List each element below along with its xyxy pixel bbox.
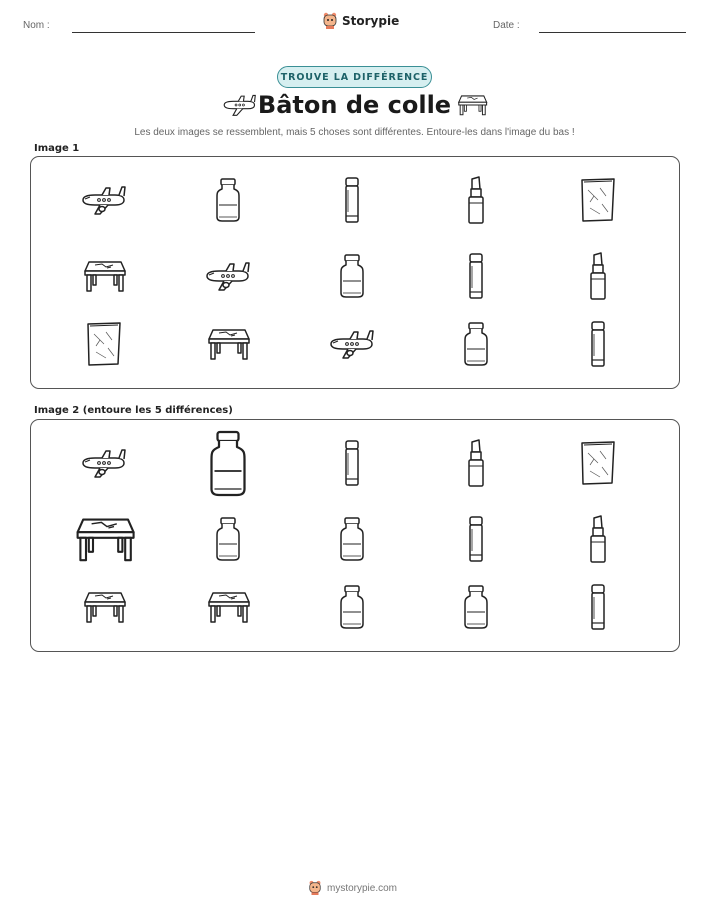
table-icon: [81, 589, 127, 625]
lipstick-icon: [588, 251, 608, 301]
grid-cell[interactable]: [533, 428, 663, 498]
grid-cell[interactable]: [163, 428, 293, 498]
grid-cell[interactable]: [163, 572, 293, 642]
name-label: Nom :: [23, 20, 50, 31]
jar-icon: [338, 516, 366, 562]
lipstick-icon: [588, 514, 608, 564]
jar-icon: [462, 584, 490, 630]
footer: [308, 880, 397, 896]
grid-cell[interactable]: [39, 504, 169, 574]
airplane-icon: [80, 184, 128, 216]
glue-stick-icon: [343, 439, 361, 487]
grid-cell[interactable]: [39, 165, 169, 235]
plastic-bag-icon: [84, 320, 124, 368]
table-icon: [456, 93, 488, 117]
date-label: Date :: [493, 20, 520, 31]
brand: [322, 12, 399, 30]
storypie-logo-icon: [322, 12, 338, 30]
grid-cell[interactable]: [411, 572, 541, 642]
airplane-icon: [328, 328, 376, 360]
grid-cell[interactable]: [533, 309, 663, 379]
image1-panel[interactable]: [30, 156, 680, 389]
grid-cell[interactable]: [287, 165, 417, 235]
airplane-icon: [204, 260, 252, 292]
plastic-bag-icon: [578, 176, 618, 224]
grid-cell[interactable]: [163, 241, 293, 311]
grid-cell[interactable]: [163, 165, 293, 235]
grid-cell[interactable]: [39, 241, 169, 311]
table-icon: [72, 514, 136, 564]
glue-stick-icon: [467, 515, 485, 563]
lipstick-icon: [466, 438, 486, 488]
instructions: Les deux images se ressemblent, mais 5 choses sont différentes. Entoure-les dans l'image du bas !: [134, 127, 575, 138]
worksheet-title: Bâton de colle: [257, 91, 452, 119]
jar-icon: [338, 253, 366, 299]
grid-cell[interactable]: [39, 572, 169, 642]
brand-name: Storypie: [342, 14, 400, 28]
airplane-icon: [80, 447, 128, 479]
lipstick-icon: [466, 175, 486, 225]
table-icon: [205, 326, 251, 362]
grid-cell[interactable]: [287, 309, 417, 379]
jar-icon: [214, 516, 242, 562]
jar-icon: [338, 584, 366, 630]
grid-cell[interactable]: [287, 241, 417, 311]
storypie-logo-icon: [308, 880, 322, 896]
grid-cell[interactable]: [411, 428, 541, 498]
grid-cell[interactable]: [533, 241, 663, 311]
grid-cell[interactable]: [533, 165, 663, 235]
glue-stick-icon: [343, 176, 361, 224]
table-icon: [81, 258, 127, 294]
glue-stick-icon: [589, 320, 607, 368]
plastic-bag-icon: [578, 439, 618, 487]
image2-label: Image 2 (entoure les 5 différences): [34, 405, 233, 416]
grid-cell[interactable]: [411, 241, 541, 311]
grid-cell[interactable]: [287, 504, 417, 574]
grid-cell[interactable]: [533, 504, 663, 574]
grid-cell[interactable]: [287, 428, 417, 498]
grid-cell[interactable]: [411, 309, 541, 379]
image2-panel[interactable]: [30, 419, 680, 652]
glue-stick-icon: [589, 583, 607, 631]
grid-cell[interactable]: [39, 428, 169, 498]
grid-cell[interactable]: [287, 572, 417, 642]
image1-label: Image 1: [34, 143, 80, 154]
activity-badge: TROUVE LA DIFFÉRENCE: [277, 66, 432, 88]
grid-cell[interactable]: [163, 504, 293, 574]
grid-cell[interactable]: [411, 504, 541, 574]
jar-icon: [462, 321, 490, 367]
glue-stick-icon: [467, 252, 485, 300]
grid-cell[interactable]: [533, 572, 663, 642]
name-line[interactable]: [72, 32, 255, 33]
grid-cell[interactable]: [411, 165, 541, 235]
jar-icon: [207, 429, 249, 498]
date-line[interactable]: [539, 32, 686, 33]
footer-url[interactable]: mystorypie.com: [327, 882, 398, 894]
grid-cell[interactable]: [39, 309, 169, 379]
grid-cell[interactable]: [163, 309, 293, 379]
jar-icon: [214, 177, 242, 223]
table-icon: [205, 589, 251, 625]
